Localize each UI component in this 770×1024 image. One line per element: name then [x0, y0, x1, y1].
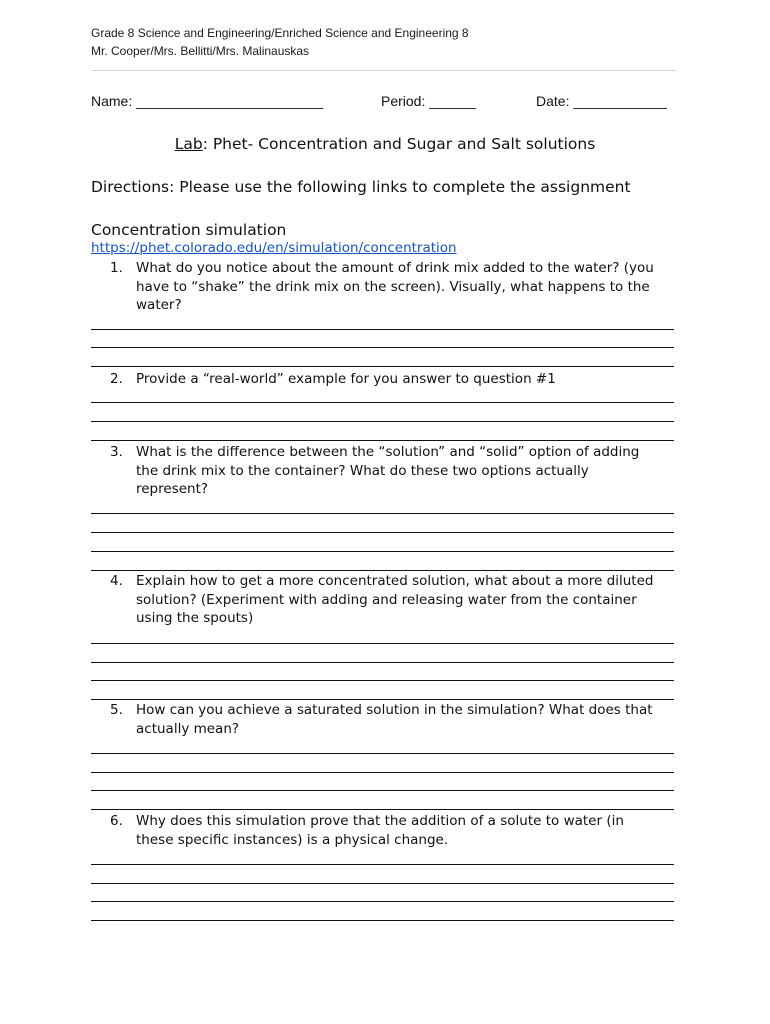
answer-line[interactable]: [91, 772, 674, 773]
question-number: 6.: [110, 813, 123, 829]
question-number: 1.: [110, 260, 123, 276]
question-number: 5.: [110, 702, 123, 718]
answer-line[interactable]: [91, 920, 674, 921]
answer-line[interactable]: [91, 643, 674, 644]
question-text-line: using the spouts): [136, 610, 254, 626]
header-divider: [91, 70, 676, 71]
answer-line[interactable]: [91, 680, 674, 681]
question-text-line: water?: [136, 297, 182, 313]
period-field: Period: ______: [381, 93, 476, 109]
answer-line[interactable]: [91, 699, 674, 700]
section-heading: Concentration simulation: [91, 221, 287, 239]
question-text-line: represent?: [136, 481, 209, 497]
teacher-names: Mr. Cooper/Mrs. Bellitti/Mrs. Malinauskas: [91, 44, 310, 58]
question-number: 3.: [110, 444, 123, 460]
answer-line[interactable]: [91, 329, 674, 330]
answer-line[interactable]: [91, 864, 674, 865]
question-text-line: solution? (Experiment with adding and releasing water from the container: [136, 591, 637, 608]
lab-title-text: : Phet- Concentration and Sugar and Salt solutions: [202, 135, 596, 153]
question-text-line: How can you achieve a saturated solution in the simulation? What does that: [136, 702, 653, 718]
answer-line[interactable]: [91, 421, 674, 422]
date-field: Date: ____________: [536, 93, 667, 109]
question-text-line: What do you notice about the amount of drink mix added to the water? (you: [136, 260, 654, 276]
course-header: Grade 8 Science and Engineering/Enriched Science and Engineering 8: [91, 26, 469, 40]
question-text-line: Provide a “real-world” example for you answer to question #1: [136, 371, 556, 387]
lab-title-label: Lab: [174, 135, 203, 153]
answer-line[interactable]: [91, 440, 674, 441]
answer-line[interactable]: [91, 809, 674, 810]
question-number: 4.: [110, 573, 123, 589]
simulation-link[interactable]: https://phet.colorado.edu/en/simulation/concentration: [91, 240, 457, 256]
answer-line[interactable]: [91, 551, 674, 552]
answer-line[interactable]: [91, 753, 674, 754]
answer-line[interactable]: [91, 883, 674, 884]
answer-line[interactable]: [91, 402, 674, 403]
name-field: Name: ________________________: [91, 93, 323, 109]
question-number: 2.: [110, 371, 123, 387]
answer-line[interactable]: [91, 347, 674, 348]
question-text-line: have to “shake” the drink mix on the screen). Visually, what happens to the: [136, 278, 650, 295]
question-text-line: the drink mix to the container? What do these two options actually: [136, 462, 589, 479]
answer-line[interactable]: [91, 662, 674, 663]
directions: Directions: Please use the following links to complete the assignment: [91, 178, 631, 196]
answer-line[interactable]: [91, 366, 674, 367]
answer-line[interactable]: [91, 570, 674, 571]
answer-line[interactable]: [91, 901, 674, 902]
lab-title: [0, 135, 770, 153]
answer-line[interactable]: [91, 790, 674, 791]
question-text-line: What is the difference between the “solution” and “solid” option of adding: [136, 444, 640, 460]
answer-line[interactable]: [91, 532, 674, 533]
question-text-line: Explain how to get a more concentrated solution, what about a more diluted: [136, 573, 654, 589]
question-text-line: Why does this simulation prove that the addition of a solute to water (in: [136, 813, 624, 829]
question-text-line: actually mean?: [136, 720, 240, 737]
answer-line[interactable]: [91, 513, 674, 514]
question-text-line: these specific instances) is a physical change.: [136, 831, 449, 848]
